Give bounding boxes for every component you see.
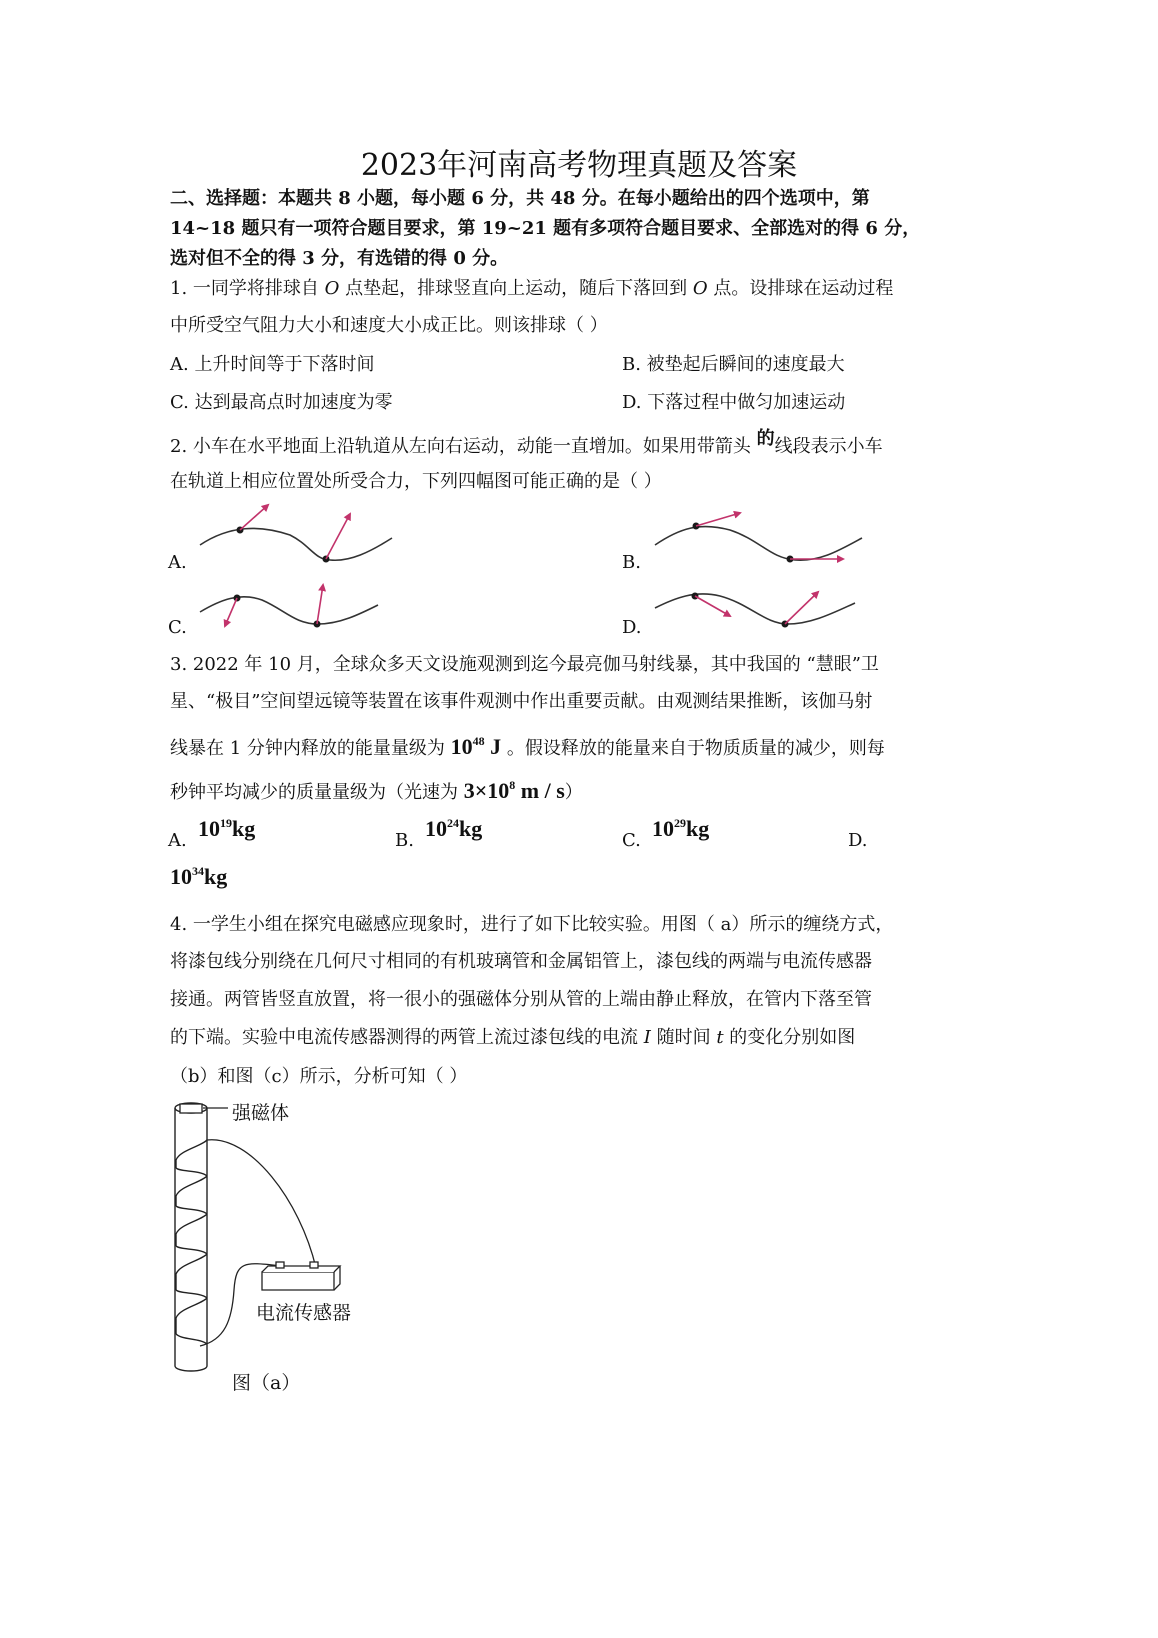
current-sensor bbox=[262, 1262, 340, 1290]
q4-stem-line2: 将漆包线分别绕在几何尺寸相同的有机玻璃管和金属铝管上，漆包线的两端与电流传感器 bbox=[170, 951, 872, 972]
strong-magnet bbox=[180, 1104, 202, 1113]
q1-stem-part: 1. 一同学将排球自 bbox=[170, 278, 325, 299]
mass-unit: kg bbox=[232, 816, 256, 841]
q2-label-a: A. bbox=[168, 552, 187, 573]
mass-base: 10 bbox=[652, 816, 674, 841]
energy-exponent: 48 bbox=[472, 734, 485, 748]
q1-option-b: B. 被垫起后瞬间的速度最大 bbox=[622, 354, 845, 375]
mass-unit: kg bbox=[204, 864, 228, 889]
q2-stem-part: 2. 小车在水平地面上沿轨道从左向右运动，动能一直增加。如果用带箭头 bbox=[170, 436, 757, 457]
q3-stem-line1: 3. 2022 年 10 月，全球众多天文设施观测到迄今最亮伽马射线暴，其中我国的 “慧眼”卫 bbox=[170, 654, 879, 675]
q4-stem-line3: 接通。两管皆竖直放置，将一很小的强磁体分别从管的上端由静止释放，在管内下落至管 bbox=[170, 989, 872, 1010]
q1-option-a: A. 上升时间等于下落时间 bbox=[170, 354, 375, 375]
q1-stem-line2: 中所受空气阻力大小和速度大小成正比。则该排球（ ） bbox=[170, 315, 608, 336]
section-instructions-line1: 二、选择题：本题共 8 小题，每小题 6 分，共 48 分。在每小题给出的四个选项中，第 bbox=[170, 188, 870, 209]
time-symbol: t bbox=[716, 1027, 724, 1048]
wire-top bbox=[207, 1140, 316, 1268]
q4-stem-line1: 4. 一学生小组在探究电磁感应现象时，进行了如下比较实验。用图（ a）所示的缠绕方式， bbox=[170, 914, 894, 935]
q2-stem-part: 线段表示小车 bbox=[774, 436, 883, 457]
mass-unit: kg bbox=[686, 816, 710, 841]
q3-stem-line2: 星、“极目”空间望远镜等装置在该事件观测中作出重要贡献。由观测结果推断，该伽马射 bbox=[170, 691, 873, 712]
q4-stem-part: 的变化分别如图 bbox=[723, 1027, 856, 1048]
q3-option-a-label: A. bbox=[168, 830, 187, 851]
q1-option-c: C. 达到最高点时加速度为零 bbox=[170, 392, 393, 413]
q4-stem-line5: （b）和图（c）所示，分析可知（ ） bbox=[170, 1066, 468, 1087]
q3-stem-part: 。假设释放的能量来自于物质质量的减少，则每 bbox=[501, 738, 885, 759]
page-title: 2023年河南高考物理真题及答案 bbox=[360, 148, 798, 183]
coil-windings bbox=[176, 1140, 207, 1344]
sensor-label: 电流传感器 bbox=[256, 1302, 352, 1324]
q2-label-d: D. bbox=[622, 617, 642, 638]
q4-stem-part: 的下端。实验中电流传感器测得的两管上流过漆包线的电流 bbox=[170, 1027, 644, 1048]
mass-unit: kg bbox=[459, 816, 483, 841]
section-instructions-line3: 选对但不全的得 3 分，有选错的得 0 分。 bbox=[170, 248, 509, 269]
q3-option-b-label: B. bbox=[395, 830, 414, 851]
energy-base: 10 bbox=[450, 734, 473, 759]
q3-option-c-label: C. bbox=[622, 830, 641, 851]
q2-stem-part: 的 bbox=[756, 428, 775, 449]
current-symbol: I bbox=[643, 1027, 651, 1048]
mass-base: 10 bbox=[425, 816, 447, 841]
mass-exponent: 24 bbox=[447, 816, 459, 830]
point-O: O bbox=[324, 278, 340, 299]
q3-stem-part: 秒钟平均减少的质量量级为（光速为 bbox=[170, 782, 464, 803]
section-instructions-line2: 14~18 题只有一项符合题目要求，第 19~21 题有多项符合题目要求、全部选对的得 6 分， bbox=[170, 218, 921, 239]
q4-stem-part: 随时间 bbox=[650, 1027, 717, 1048]
q3-stem-part: ） bbox=[564, 782, 583, 803]
q3-stem-part: 线暴在 1 分钟内释放的能量量级为 bbox=[170, 738, 451, 759]
point-O: O bbox=[692, 278, 708, 299]
mass-base: 10 bbox=[170, 864, 192, 889]
q2-stem-line2: 在轨道上相应位置处所受合力，下列四幅图可能正确的是（ ） bbox=[170, 471, 662, 492]
light-speed-exponent: 8 bbox=[509, 778, 516, 792]
mass-exponent: 19 bbox=[220, 816, 232, 830]
q1-option-d: D. 下落过程中做匀加速运动 bbox=[622, 392, 846, 413]
energy-unit: J bbox=[484, 734, 502, 759]
q2-label-c: C. bbox=[168, 617, 187, 638]
mass-base: 10 bbox=[198, 816, 220, 841]
figure-a-caption: 图（a） bbox=[232, 1372, 301, 1394]
mass-exponent: 29 bbox=[674, 816, 686, 830]
magnet-label: 强磁体 bbox=[232, 1102, 290, 1124]
q3-option-d-label: D. bbox=[848, 830, 868, 851]
q1-stem-part: 点。设排球在运动过程 bbox=[707, 278, 894, 299]
q1-stem-part: 点垫起，排球竖直向上运动，随后下落回到 bbox=[339, 278, 693, 299]
light-speed-coefficient: 3×10 bbox=[463, 778, 510, 803]
q2-label-b: B. bbox=[622, 552, 641, 573]
light-speed-unit: m / s bbox=[515, 778, 565, 803]
mass-exponent: 34 bbox=[192, 864, 204, 878]
